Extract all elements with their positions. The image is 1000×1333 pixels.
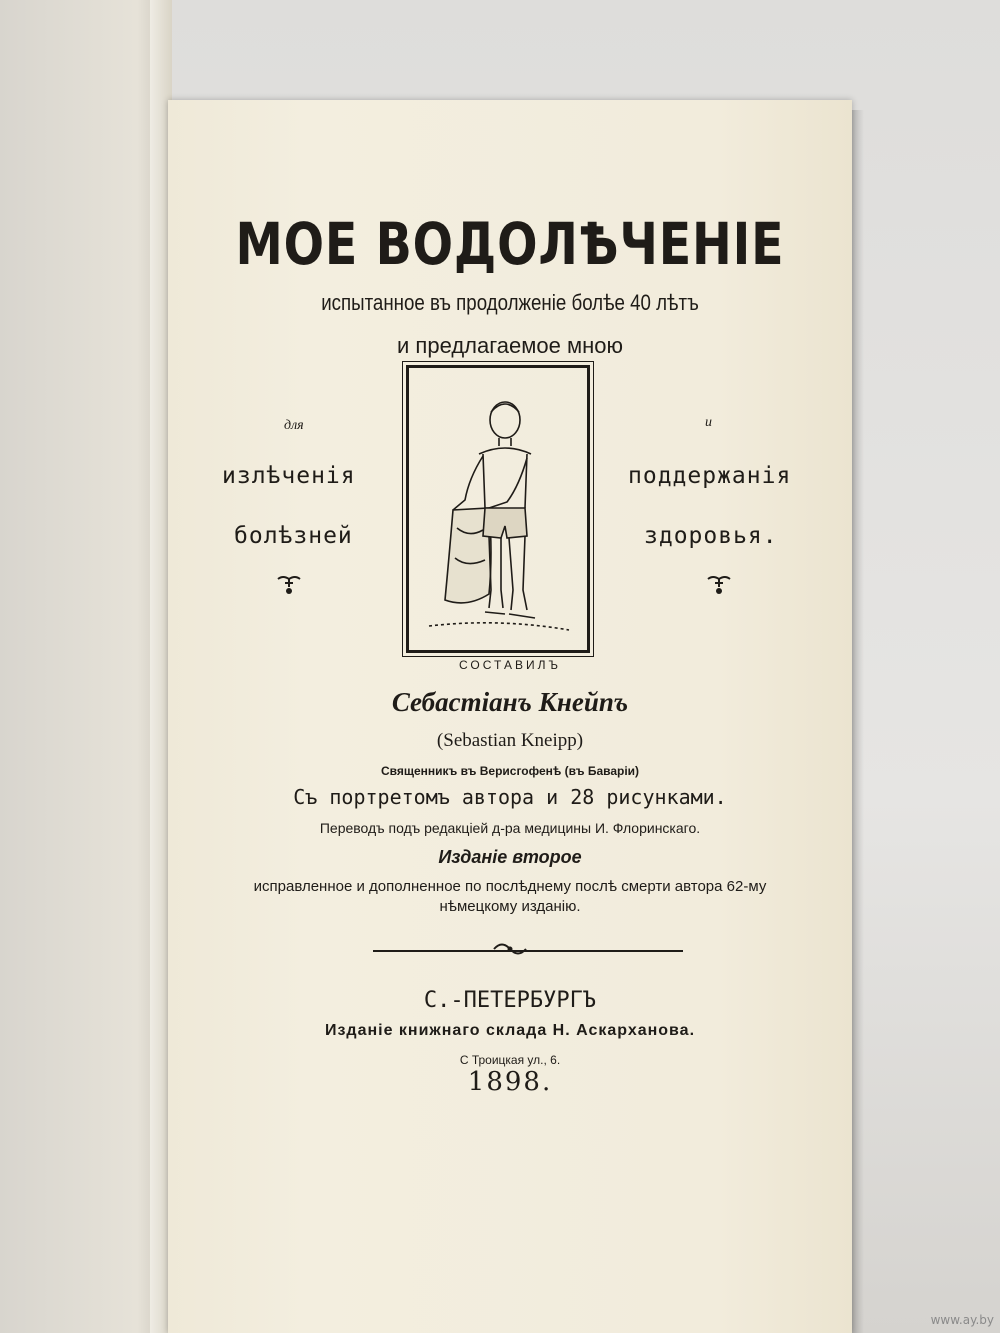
translation-note: Переводъ подъ редакціей д-ра медицины И. Флоринскаго. (319, 820, 701, 836)
author-latin-name: (Sebastian Kneipp) (436, 730, 584, 751)
left-line-2: болѣзней (234, 523, 353, 549)
left-small-word: для (284, 418, 304, 433)
right-ornament-icon (706, 575, 732, 603)
figure-with-towel-icon (409, 368, 587, 650)
author-role: Священникъ въ Верисгофенѣ (въ Баваріи) (380, 764, 640, 778)
publisher: Изданіе книжнаго склада Н. Аскарханова. (324, 1022, 696, 1039)
publication-year: 1898. (467, 1067, 553, 1097)
page-shadow (852, 110, 864, 1333)
left-line-1: излѣченія (222, 463, 356, 489)
left-page (0, 0, 172, 1333)
subtitle-line-2: и предлагаемое мною (397, 333, 623, 358)
left-ornament-icon (276, 575, 302, 603)
illustration-frame (406, 365, 590, 653)
compiled-by-label: СОСТАВИЛЪ (459, 658, 561, 672)
publication-city: С.-ПЕТЕРБУРГЪ (423, 988, 597, 1013)
subtitle-line-1: испытанное въ продолженіе болѣе 40 лѣтъ (321, 290, 699, 315)
divider-ornament-icon (168, 938, 852, 965)
right-small-word: и (705, 415, 712, 430)
publisher-address: С Троицкая ул., 6. (459, 1053, 561, 1067)
edition-note-line-2: нѣмецкому изданію. (439, 898, 581, 915)
title-page (168, 100, 852, 1333)
watermark: www.ay.by (930, 1313, 994, 1327)
book-title: МОЕ ВОДОЛѢЧЕНІЕ (235, 210, 785, 278)
right-line-2: здоровья. (644, 523, 778, 549)
portrait-note: Съ портретомъ автора и 28 рисунками. (293, 785, 727, 809)
author-name: Себастіанъ Кнейпъ (391, 687, 629, 717)
edition-label: Изданіе второе (438, 847, 582, 867)
edition-note-line-1: исправленное и дополненное по послѣднему послѣ смерти автора 62-му (253, 878, 767, 895)
right-line-1: поддержанія (628, 463, 792, 489)
